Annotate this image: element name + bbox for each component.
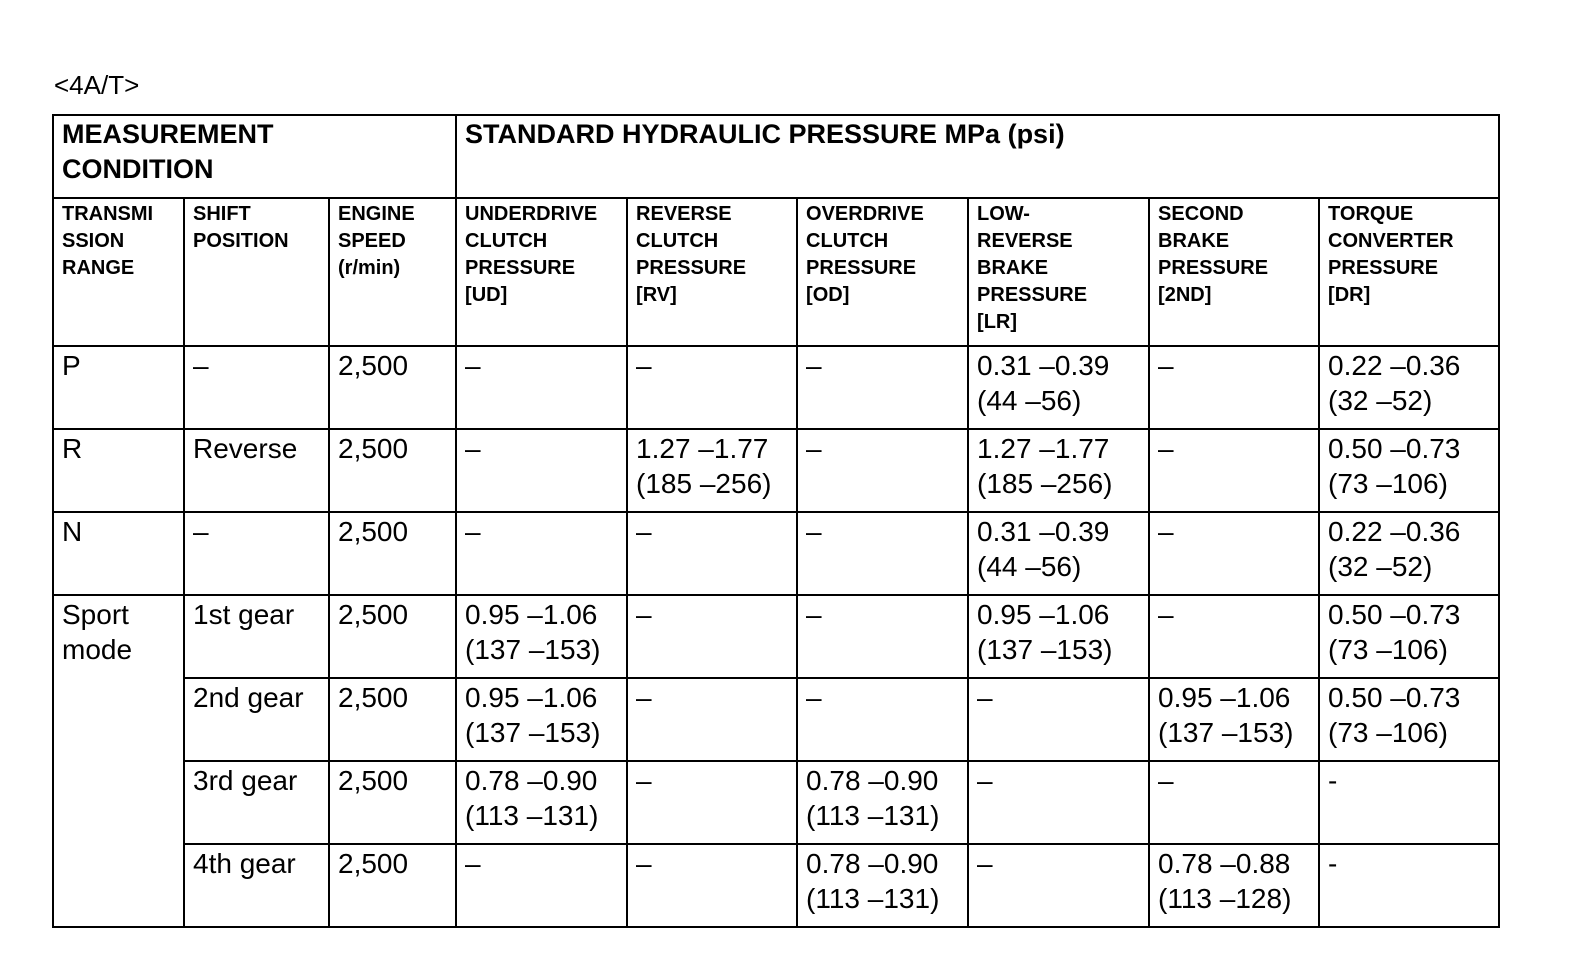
od-pressure-cell [797,761,968,844]
cell-line: – [1158,350,1174,381]
second-brake-cell [1149,346,1319,429]
cell-line: 2,500 [338,350,409,381]
cell-line: – [806,350,822,381]
column-header-line: UNDERDRIVE [465,203,598,225]
cell-line: (137 –153) [977,634,1113,665]
table-row [53,512,1499,595]
column-header-line: SHIFT [193,203,251,225]
cell-line: – [1158,765,1174,796]
od-pressure-cell [797,512,968,595]
column-header-line: TORQUE [1328,203,1414,225]
column-header-line: BRAKE [977,257,1049,279]
cell-line: 0.50 –0.73 [1328,599,1461,630]
ud-pressure-cell [456,512,627,595]
cell-line: – [636,516,652,547]
cell-line: 0.50 –0.73 [1328,682,1461,713]
ud-pressure-cell [456,678,627,761]
od-pressure-cell [797,429,968,512]
column-header-line: SECOND [1158,203,1244,225]
dr-pressure-cell [1319,595,1499,678]
column-header-line: REVERSE [636,203,732,225]
cell-line: - [1328,765,1338,796]
cell-line: – [1158,599,1174,630]
header-line: CONDITION [62,154,214,184]
cell-line: 2,500 [338,682,409,713]
header-line: MEASUREMENT [62,119,274,149]
column-header-ud [456,198,627,346]
cell-line: (44 –56) [977,385,1082,416]
cell-line: (32 –52) [1328,385,1433,416]
cell-line: - [1328,848,1338,879]
column-header-line: RANGE [62,257,135,279]
engine-speed-cell [329,761,456,844]
cell-line: – [465,848,481,879]
ud-pressure-cell [456,429,627,512]
column-header-row [53,198,1499,346]
engine-speed-cell [329,429,456,512]
cell-line: – [636,765,652,796]
table-row [53,595,1499,678]
second-brake-cell [1149,429,1319,512]
hydraulic-pressure-table [52,114,1500,928]
cell-line: P [62,350,81,381]
column-header-line: PRESSURE [977,284,1088,306]
cell-line: – [636,350,652,381]
ud-pressure-cell [456,595,627,678]
header-line: STANDARD HYDRAULIC PRESSURE MPa (psi) [465,119,1065,149]
ud-pressure-cell [456,761,627,844]
cell-line: (73 –106) [1328,634,1448,665]
column-header-line: [RV] [636,284,677,306]
column-header-line: PRESSURE [806,257,917,279]
od-pressure-cell [797,844,968,927]
rv-pressure-cell [627,761,797,844]
cell-line: (113 –131) [806,800,940,831]
cell-line: – [636,599,652,630]
page-heading: <4A/T> [54,70,140,100]
lr-pressure-cell [968,678,1149,761]
ud-pressure-cell [456,844,627,927]
column-header-line: CONVERTER [1328,230,1454,252]
column-header-range [53,198,184,346]
column-header-line: REVERSE [977,230,1073,252]
lr-pressure-cell [968,346,1149,429]
cell-line: 0.78 –0.90 [465,765,598,796]
cell-line: 4th gear [193,848,296,879]
engine-speed-cell [329,346,456,429]
column-header-line: [DR] [1328,284,1371,306]
column-header-line: [LR] [977,311,1018,333]
column-header-line: BRAKE [1158,230,1230,252]
cell-line: 1st gear [193,599,295,630]
table-row [53,346,1499,429]
cell-line: mode [62,634,133,665]
cell-line: (73 –106) [1328,468,1448,499]
shift-position-cell [184,595,329,678]
cell-line: (137 –153) [1158,717,1294,748]
cell-line: – [1158,516,1174,547]
column-header-line: CLUTCH [806,230,889,252]
rv-pressure-cell [627,844,797,927]
column-header-line: CLUTCH [465,230,548,252]
second-brake-cell [1149,678,1319,761]
table-row [53,844,1499,927]
cell-line: R [62,433,83,464]
dr-pressure-cell [1319,844,1499,927]
cell-line: 0.78 –0.88 [1158,848,1291,879]
cell-line: (185 –256) [636,468,772,499]
cell-line: (185 –256) [977,468,1113,499]
cell-line: – [977,765,993,796]
column-header-line: PRESSURE [1328,257,1439,279]
second-brake-cell [1149,761,1319,844]
cell-line: 3rd gear [193,765,298,796]
column-header-speed [329,198,456,346]
second-brake-cell [1149,512,1319,595]
cell-line: 1.27 –1.77 [636,433,769,464]
column-header-line: CLUTCH [636,230,719,252]
rv-pressure-cell [627,429,797,512]
column-header-line: SPEED [338,230,406,252]
cell-line: 0.50 –0.73 [1328,433,1461,464]
cell-line: (113 –131) [465,800,599,831]
cell-line: – [806,433,822,464]
column-header-line: OVERDRIVE [806,203,924,225]
cell-line: 0.78 –0.90 [806,765,939,796]
dr-pressure-cell [1319,429,1499,512]
column-header-shift [184,198,329,346]
cell-line: 2,500 [338,599,409,630]
measurement-condition-header [53,115,456,198]
cell-line: – [465,350,481,381]
range-cell [53,429,184,512]
dr-pressure-cell [1319,678,1499,761]
cell-line: 2,500 [338,765,409,796]
cell-line: 0.95 –1.06 [977,599,1110,630]
lr-pressure-cell [968,761,1149,844]
cell-line: – [465,433,481,464]
cell-line: 2,500 [338,848,409,879]
cell-line: (32 –52) [1328,551,1433,582]
range-cell [53,512,184,595]
column-header-line: SSION [62,230,125,252]
cell-line: (73 –106) [1328,717,1448,748]
column-header-line: ENGINE [338,203,415,225]
engine-speed-cell [329,595,456,678]
column-header-2nd [1149,198,1319,346]
standard-pressure-header [456,115,1499,198]
cell-line: (113 –128) [1158,883,1292,914]
cell-line: 0.95 –1.06 [465,682,598,713]
column-header-lr [968,198,1149,346]
column-header-line: (r/min) [338,257,401,279]
cell-line: – [193,350,209,381]
second-brake-cell [1149,844,1319,927]
column-header-line: POSITION [193,230,289,252]
cell-line: (113 –131) [806,883,940,914]
cell-line: – [193,516,209,547]
cell-line: 2,500 [338,433,409,464]
lr-pressure-cell [968,429,1149,512]
column-header-line: [OD] [806,284,850,306]
column-header-rv [627,198,797,346]
cell-line: – [977,682,993,713]
cell-line: 2nd gear [193,682,304,713]
table-row [53,678,1499,761]
cell-line: N [62,516,83,547]
cell-line: (137 –153) [465,634,601,665]
lr-pressure-cell [968,595,1149,678]
cell-line: – [806,599,822,630]
cell-line: 0.22 –0.36 [1328,350,1461,381]
cell-line: 0.31 –0.39 [977,516,1110,547]
od-pressure-cell [797,346,968,429]
od-pressure-cell [797,595,968,678]
cell-line: 0.95 –1.06 [1158,682,1291,713]
cell-line: – [636,682,652,713]
shift-position-cell [184,678,329,761]
table-row [53,761,1499,844]
dr-pressure-cell [1319,761,1499,844]
column-header-line: PRESSURE [1158,257,1269,279]
table-row [53,429,1499,512]
shift-position-cell [184,346,329,429]
cell-line: (137 –153) [465,717,601,748]
shift-position-cell [184,429,329,512]
column-header-od [797,198,968,346]
engine-speed-cell [329,678,456,761]
cell-line: Reverse [193,433,298,464]
rv-pressure-cell [627,512,797,595]
engine-speed-cell [329,844,456,927]
cell-line: 0.31 –0.39 [977,350,1110,381]
cell-line: – [977,848,993,879]
cell-line: 0.78 –0.90 [806,848,939,879]
cell-line: 0.22 –0.36 [1328,516,1461,547]
column-header-line: PRESSURE [465,257,576,279]
range-cell [53,595,184,927]
shift-position-cell [184,844,329,927]
cell-line: – [465,516,481,547]
shift-position-cell [184,512,329,595]
dr-pressure-cell [1319,512,1499,595]
column-header-line: TRANSMI [62,203,154,225]
range-cell [53,346,184,429]
cell-line: Sport [62,599,129,630]
lr-pressure-cell [968,844,1149,927]
dr-pressure-cell [1319,346,1499,429]
cell-line: 2,500 [338,516,409,547]
second-brake-cell [1149,595,1319,678]
cell-line: – [806,682,822,713]
column-header-line: PRESSURE [636,257,747,279]
rv-pressure-cell [627,346,797,429]
column-header-line: [UD] [465,284,508,306]
table-body [53,115,1499,927]
column-header-dr [1319,198,1499,346]
group-header-row [53,115,1499,198]
ud-pressure-cell [456,346,627,429]
cell-line: – [636,848,652,879]
cell-line: – [806,516,822,547]
rv-pressure-cell [627,678,797,761]
cell-line: (44 –56) [977,551,1082,582]
cell-line: – [1158,433,1174,464]
engine-speed-cell [329,512,456,595]
column-header-line: [2ND] [1158,284,1212,306]
column-header-line: LOW- [977,203,1030,225]
shift-position-cell [184,761,329,844]
od-pressure-cell [797,678,968,761]
cell-line: 1.27 –1.77 [977,433,1110,464]
cell-line: 0.95 –1.06 [465,599,598,630]
lr-pressure-cell [968,512,1149,595]
rv-pressure-cell [627,595,797,678]
